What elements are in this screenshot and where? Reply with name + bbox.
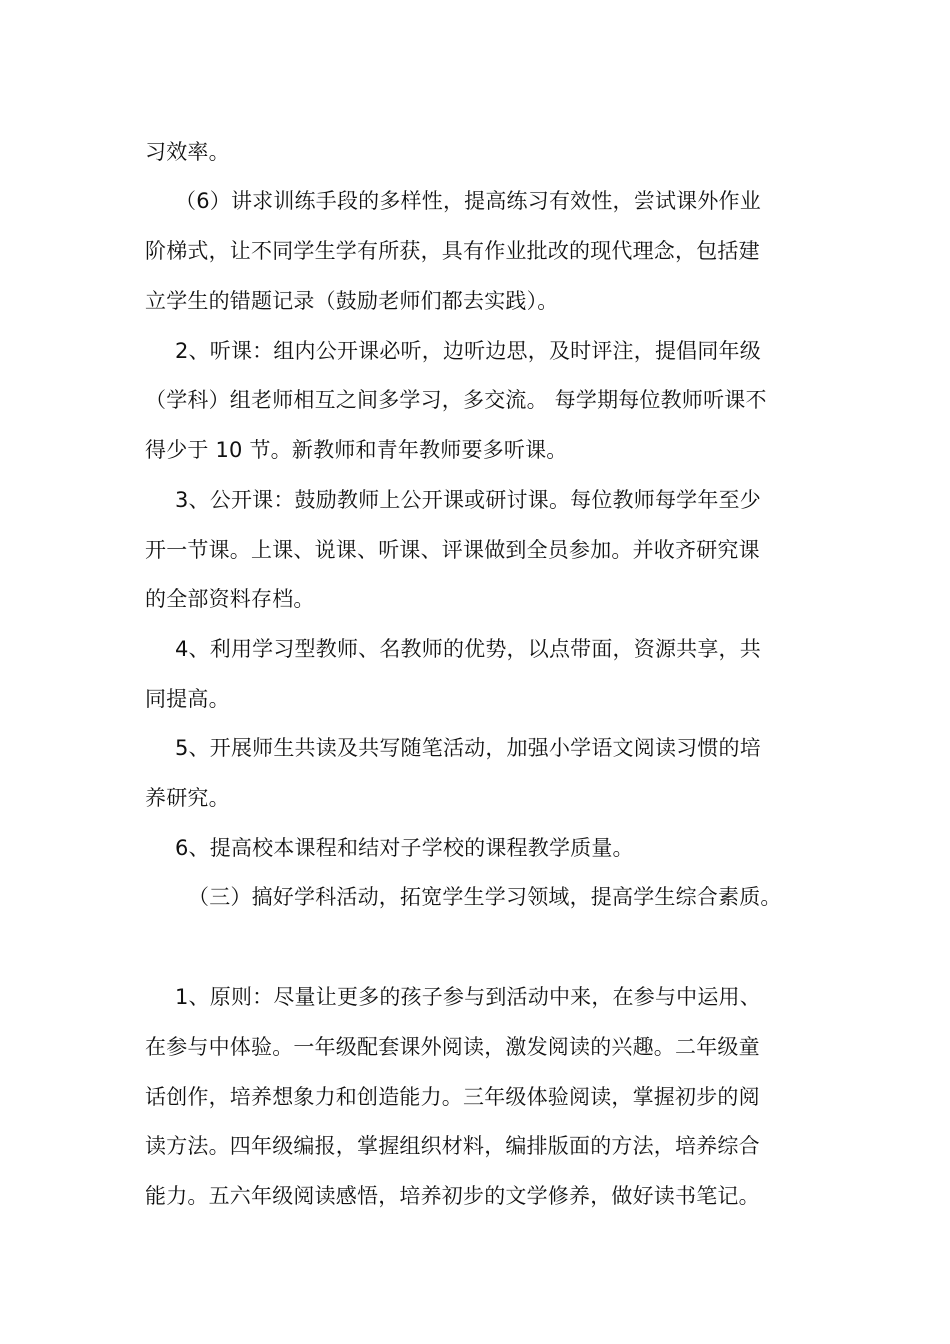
text-line: 立学生的错题记录（鼓励老师们都去实践）。: [145, 289, 559, 313]
text-line: 阶梯式，让不同学生学有所获，具有作业批改的现代理念，包括建: [145, 239, 760, 263]
text-line: 开一节课。上课、说课、听课、评课做到全员参加。并收齐研究课: [145, 538, 760, 562]
text-line: 6、提高校本课程和结对子学校的课程教学质量。: [175, 836, 634, 860]
text-line: 读方法。四年级编报，掌握组织材料，编排版面的方法，培养综合: [145, 1134, 760, 1158]
text-line: 4、利用学习型教师、名教师的优势，以点带面，资源共享，共: [175, 637, 761, 661]
text-line: 同提高。: [145, 687, 230, 711]
text-line: 话创作，培养想象力和创造能力。三年级体验阅读，掌握初步的阅: [145, 1085, 760, 1109]
text-line: 能力。五六年级阅读感悟，培养初步的文学修养，做好读书笔记。: [145, 1184, 760, 1208]
section-heading: （三）搞好学科活动，拓宽学生学习领域，提高学生综合素质。: [188, 885, 782, 909]
text-line: 得少于 10 节。新教师和青年教师要多听课。: [145, 438, 568, 462]
text-line: 习效率。: [145, 140, 230, 164]
text-line: 在参与中体验。一年级配套课外阅读，激发阅读的兴趣。二年级童: [145, 1035, 760, 1059]
text-line: 的全部资料存档。: [145, 587, 315, 611]
text-line: （6）讲求训练手段的多样性，提高练习有效性，尝试课外作业: [175, 189, 761, 213]
text-line: 2、听课：组内公开课必听，边听边思，及时评注，提倡同年级: [175, 339, 761, 363]
text-line: 1、原则：尽量让更多的孩子参与到活动中来，在参与中运用、: [175, 985, 761, 1009]
text-line: 3、公开课：鼓励教师上公开课或研讨课。每位教师每学年至少: [175, 488, 761, 512]
text-line: 养研究。: [145, 786, 230, 810]
text-line: （学科）组老师相互之间多学习，多交流。 每学期每位教师听课不: [145, 388, 767, 412]
text-line: 5、开展师生共读及共写随笔活动，加强小学语文阅读习惯的培: [175, 736, 761, 760]
